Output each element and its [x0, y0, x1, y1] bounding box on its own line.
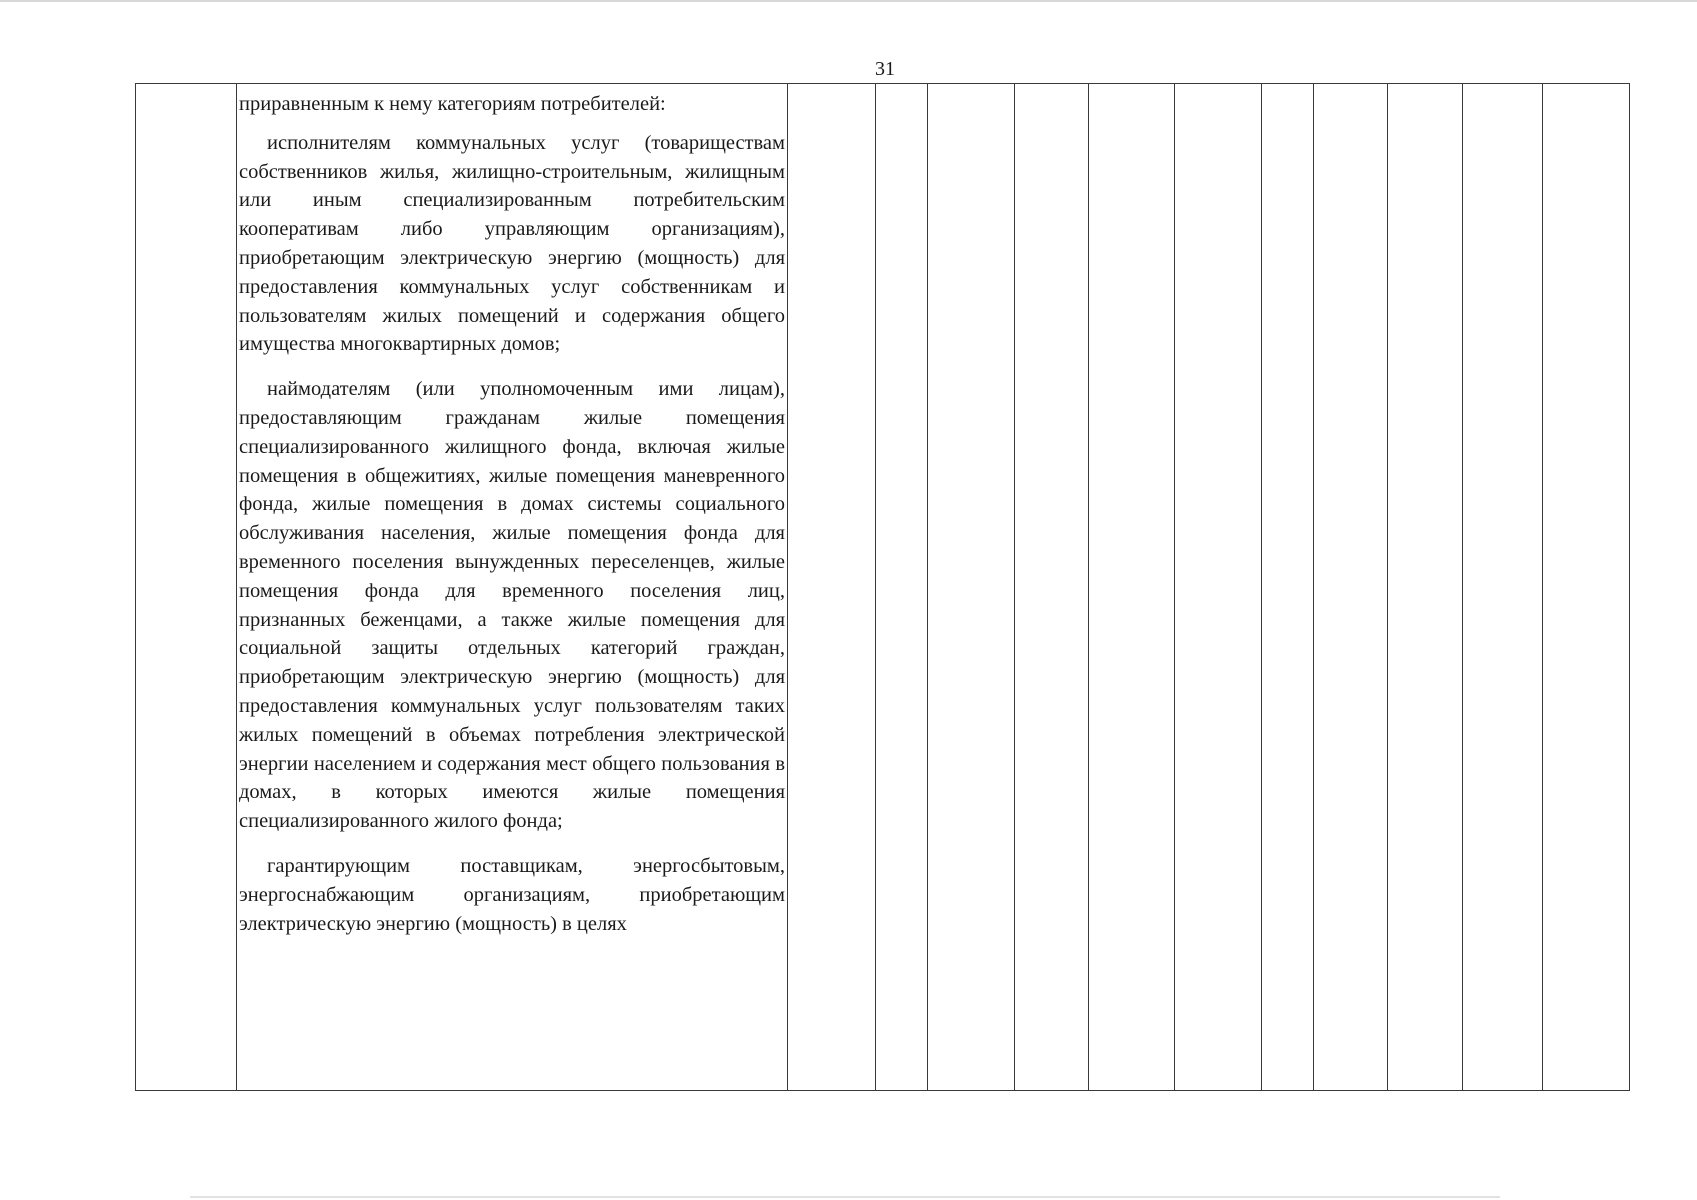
page-number: 31 [875, 58, 895, 80]
value-cell [1015, 84, 1089, 1091]
paragraph-consumer-categories: приравненным к нему категориям потребителей: [239, 93, 666, 115]
value-cell [1262, 84, 1314, 1091]
tariff-table [135, 83, 1630, 1091]
paragraph-guaranteeing-suppliers: гарантирующим поставщикам, энергосбытовым, энергоснабжающим организациям, приобретающим электрическую энергию (мощность) в целях [239, 854, 785, 935]
description-cell [237, 84, 788, 1091]
paragraph-landlords: наймодателям (или уполномоченным ими лицам), предоставляющим гражданам жилые помещения специализированного жилищного фонда, включая жилые помещения в общежитиях, жилые помещения маневренного фонда, жилые помещения в домах системы социального обслуживания населения, жилые помещения фонда для временного поселения вынужденных переселенцев, жилые помещения фонда для временного поселения лиц, признанных беженцами, а также жилые помещения для социальной защиты отдельных категорий граждан, приобретающим электрическую энергию (мощность) для предоставления коммунальных услуг пользователям таких жилых помещений в объемах потребления электрической энергии населением и содержания мест общего пользования в домах, в которых имеются жилые помещения специализированного жилого фонда; [239, 378, 785, 833]
scan-edge-bottom [190, 1196, 1500, 1198]
value-cell [788, 84, 876, 1091]
value-cell [1388, 84, 1463, 1091]
value-cell [1089, 84, 1175, 1091]
number-cell [136, 84, 237, 1091]
value-cell [1175, 84, 1262, 1091]
scan-edge-top [0, 0, 1697, 2]
table-row [136, 84, 1630, 1091]
value-cell [1543, 84, 1630, 1091]
value-cell [1314, 84, 1388, 1091]
paragraph-utility-providers: исполнителям коммунальных услуг (товариществам собственников жилья, жилищно-строительным, жилищным или иным специализированным потребительским кооперативам либо управляющим организациям), приобретающим электрическую энергию (мощность) для предоставления коммунальных услуг собственникам и пользователям жилых помещений и содержания общего имущества многоквартирных домов; [239, 131, 785, 356]
value-cell [1463, 84, 1543, 1091]
value-cell [928, 84, 1015, 1091]
value-cell [876, 84, 928, 1091]
